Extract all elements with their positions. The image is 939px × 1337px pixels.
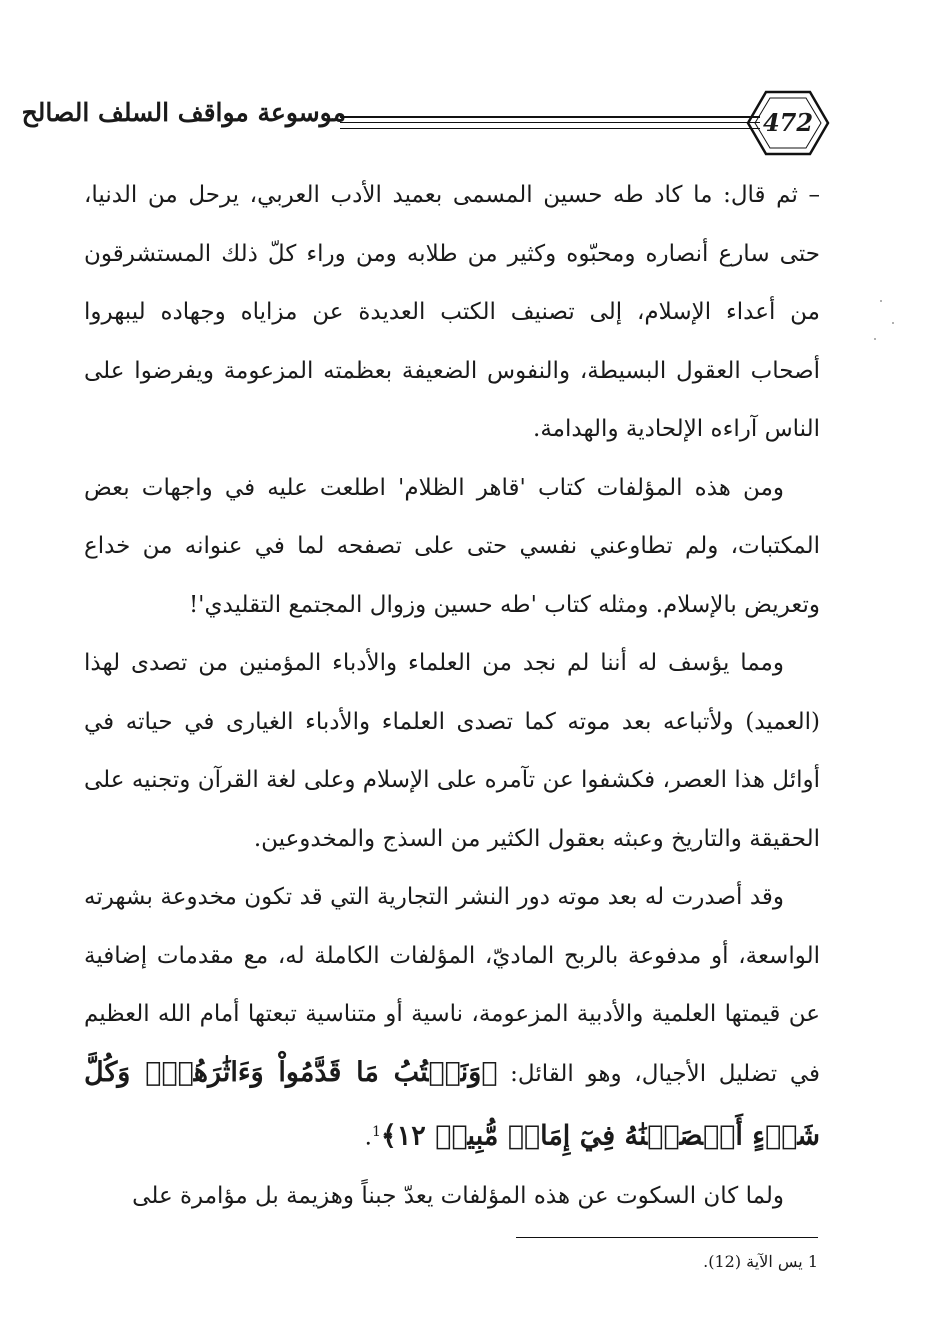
header-rule bbox=[340, 128, 760, 129]
paragraph: ومما يؤسف له أننا لم نجد من العلماء والأدباء المؤمنين من تصدى لهذا (العميد) ولأتباعه بعد موته كما تصدى العلماء والأدباء الغيارى في حياته في أوائل هذا العصر، فكشفوا عن تآمره على الإسلام وعلى لغة القرآن وتجنيه على الحقيقة والتاريخ وعبثه بعقول الكثير من السذج والمخدوعين. bbox=[84, 650, 820, 852]
footnote bbox=[516, 1252, 818, 1271]
page-number: 472 bbox=[762, 108, 814, 137]
footnote-reference: 1 bbox=[371, 1124, 381, 1140]
page-number-badge bbox=[744, 88, 832, 158]
page-header bbox=[21, 88, 836, 164]
paragraph: – ثم قال: ما كاد طه حسين المسمى بعميد الأدب العربي، يرحل من الدنيا، حتى سارع أنصاره ومحبّوه وكثير من طلابه ومن وراء كلّ ذلك المستشرقون من أعداء الإسلام، إلى تصنيف الكتب العديدة عن مزاياه وجهاده ليبهروا أصحاب العقول البسيطة، والنفوس الضعيفة بعظمته المزعومة ويفرضوا على الناس آراءه الإلحادية والهدامة. bbox=[84, 182, 820, 442]
paragraph-text: وقد أصدرت له بعد موته دور النشر التجارية التي قد تكون مخدوعة بشهرته الواسعة، أو مدفوعة بالربح الماديّ، المؤلفات الكاملة له، مع مقدمات إضافية عن قيمتها العلمية والأدبية المزعومة، ناسية أو متناسية تبعتها أمام الله العظيم في تضليل الأجيال، وهو القائل: bbox=[84, 884, 820, 1087]
header-rule bbox=[340, 116, 760, 118]
paragraph bbox=[84, 868, 820, 1167]
body-text bbox=[84, 166, 820, 1226]
quran-verse: ﴿وَنَكۡتُبُ مَا قَدَّمُواْ وَءَاثَٰرَهُمۡۚ وَكُلَّ شَيۡءٍ أَحۡصَيۡنَٰهُ فِيٓ إِمَامٖ مُّبِينٖ ١٢﴾ bbox=[84, 1056, 820, 1152]
scan-speck bbox=[892, 322, 894, 324]
series-title: موسوعة مواقف السلف الصالح bbox=[21, 98, 346, 127]
footnote-divider bbox=[516, 1237, 818, 1238]
paragraph: ومن هذه المؤلفات كتاب 'قاهر الظلام' اطلعت عليه في واجهات بعض المكتبات، ولم تطاوعني نفسي حتى على تصفحه لما في عنوانه من خداع وتعريض بالإسلام. ومثله كتاب 'طه حسين وزوال المجتمع التقليدي'! bbox=[84, 474, 820, 618]
header-rule bbox=[340, 122, 760, 123]
scan-speck bbox=[874, 338, 876, 340]
footnote-text: يس الآية (12). bbox=[703, 1252, 803, 1271]
paragraph: ولما كان السكوت عن هذه المؤلفات يعدّ جبناً وهزيمة بل مؤامرة على bbox=[132, 1183, 784, 1210]
scan-speck bbox=[880, 300, 882, 302]
footnote-number: 1 bbox=[807, 1252, 818, 1271]
paragraph-end: . bbox=[364, 1124, 372, 1151]
